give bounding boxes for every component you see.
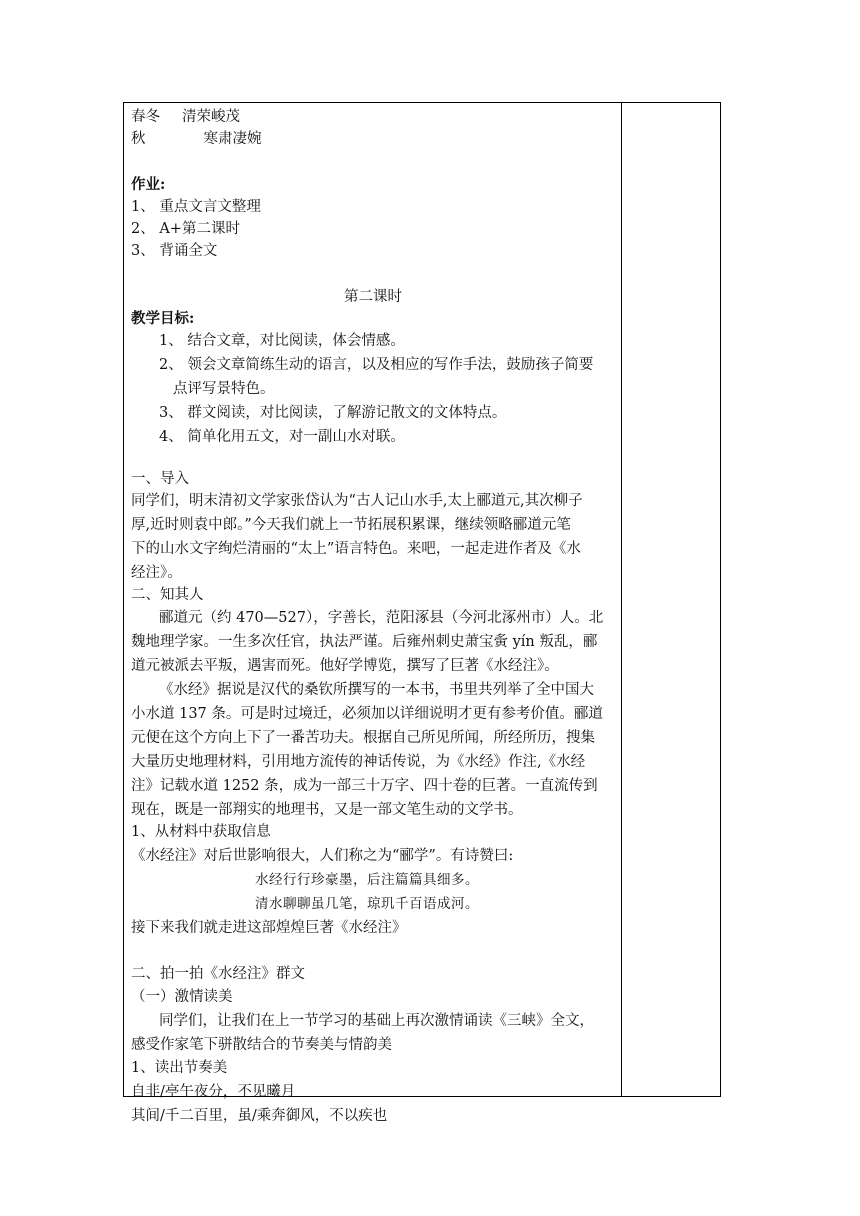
goal-item: 3、 群文阅读，对比阅读，了解游记散文的文体特点。 xyxy=(159,405,507,421)
season-desc-2: 寒肃凄婉 xyxy=(203,131,262,147)
season-line-1 xyxy=(131,106,240,128)
author-p1-line: 郦道元（约 470—527），字善长，范阳涿县（今河北涿州市）人。北 xyxy=(159,610,604,626)
intro-line: 厚,近时则袁中郎。”今天我们就上一节拓展积累课，继续领略郦道元笔 xyxy=(131,517,571,533)
homework-item: 3、 背诵全文 xyxy=(131,243,218,259)
info-text: 《水经注》对后世影响很大，人们称之为“郦学”。有诗赞曰: xyxy=(131,848,514,864)
info-subheading: 1、从材料中获取信息 xyxy=(131,824,271,840)
lesson-title: 第二课时 xyxy=(344,289,402,305)
season-autumn: 秋 xyxy=(131,131,146,147)
goals-title: 教学目标: xyxy=(131,310,195,327)
author-heading: 二、知其人 xyxy=(131,587,204,603)
author-p2-line: 注》记载水道 1252 条，成为一部三十万字、四十卷的巨著。一直流传到 xyxy=(131,778,598,794)
author-p2-line: 《水经》据说是汉代的桑钦所撰写的一本书，书里共列举了全中国大 xyxy=(159,682,594,698)
closing-line: 接下来我们就走进这部煌煌巨著《水经注》 xyxy=(131,920,407,936)
goal-item-cont: 点评写景特色。 xyxy=(173,381,275,397)
intro-line: 同学们，明末清初文学家张岱认为“古人记山水手,太上郦道元,其次柳子 xyxy=(131,493,583,509)
author-p2-line: 小水道 137 条。可是时过境迁，必须加以详细说明才更有参考价值。郦道 xyxy=(131,706,603,722)
homework-item: 1、 重点文言文整理 xyxy=(131,199,261,215)
author-p2-line: 元便在这个方向上下了一番苦功夫。根据自己所见所闻，所经所历，搜集 xyxy=(131,730,595,746)
group-p-line: 同学们，让我们在上一节学习的基础上再次激情诵读《三峡》全文， xyxy=(159,1013,594,1029)
author-p1-line: 道元被派去平叛，遇害而死。他好学博览，撰写了巨著《水经注》。 xyxy=(131,658,559,674)
homework-title: 作业: xyxy=(131,176,166,193)
poem-line: 清水聊聊虽几笔，琼玑千百语成河。 xyxy=(255,896,479,912)
season-line-2 xyxy=(131,128,262,150)
goal-item: 2、 领会文章简练生动的语言，以及相应的写作手法，鼓励孩子简要 xyxy=(159,357,594,373)
season-desc-1: 清荣峻茂 xyxy=(182,109,240,125)
poem-line: 水经行行珍豪墨，后注篇篇具细多。 xyxy=(255,872,479,888)
intro-line: 经注》。 xyxy=(131,565,182,581)
author-p1-line: 魏地理学家。一生多次任官，执法严谨。后雍州刺史萧宝夤 yín 叛乱，郦 xyxy=(131,634,598,650)
homework-item: 2、 A+第二课时 xyxy=(131,221,240,237)
group-subheading: （一）激情读美 xyxy=(131,989,233,1005)
intro-heading: 一、导入 xyxy=(131,471,189,487)
rhythm-line: 其间/千二百里，虽/乘奔御风，不以疾也 xyxy=(131,1108,388,1124)
group-heading: 二、拍一拍《水经注》群文 xyxy=(131,966,305,982)
group-p-line: 感受作家笔下骈散结合的节奏美与情韵美 xyxy=(131,1037,392,1053)
goal-item: 4、 简单化用五文，对一副山水对联。 xyxy=(159,429,405,445)
table-column-divider xyxy=(621,102,622,1097)
intro-line: 下的山水文字绚烂清丽的“太上”语言特色。来吧，一起走进作者及《水 xyxy=(131,541,581,557)
rhythm-line: 自非/亭午夜分，不见曦月 xyxy=(131,1084,296,1100)
rhythm-subheading: 1、读出节奏美 xyxy=(131,1060,228,1076)
author-p2-line: 大量历史地理材料，引用地方流传的神话传说，为《水经》作注,《水经 xyxy=(131,754,586,770)
goal-item: 1、 结合文章，对比阅读，体会情感。 xyxy=(159,333,405,349)
author-p2-line: 现在，既是一部翔实的地理书，又是一部文笔生动的文学书。 xyxy=(131,802,523,818)
season-spring-winter: 春冬 xyxy=(131,109,160,125)
